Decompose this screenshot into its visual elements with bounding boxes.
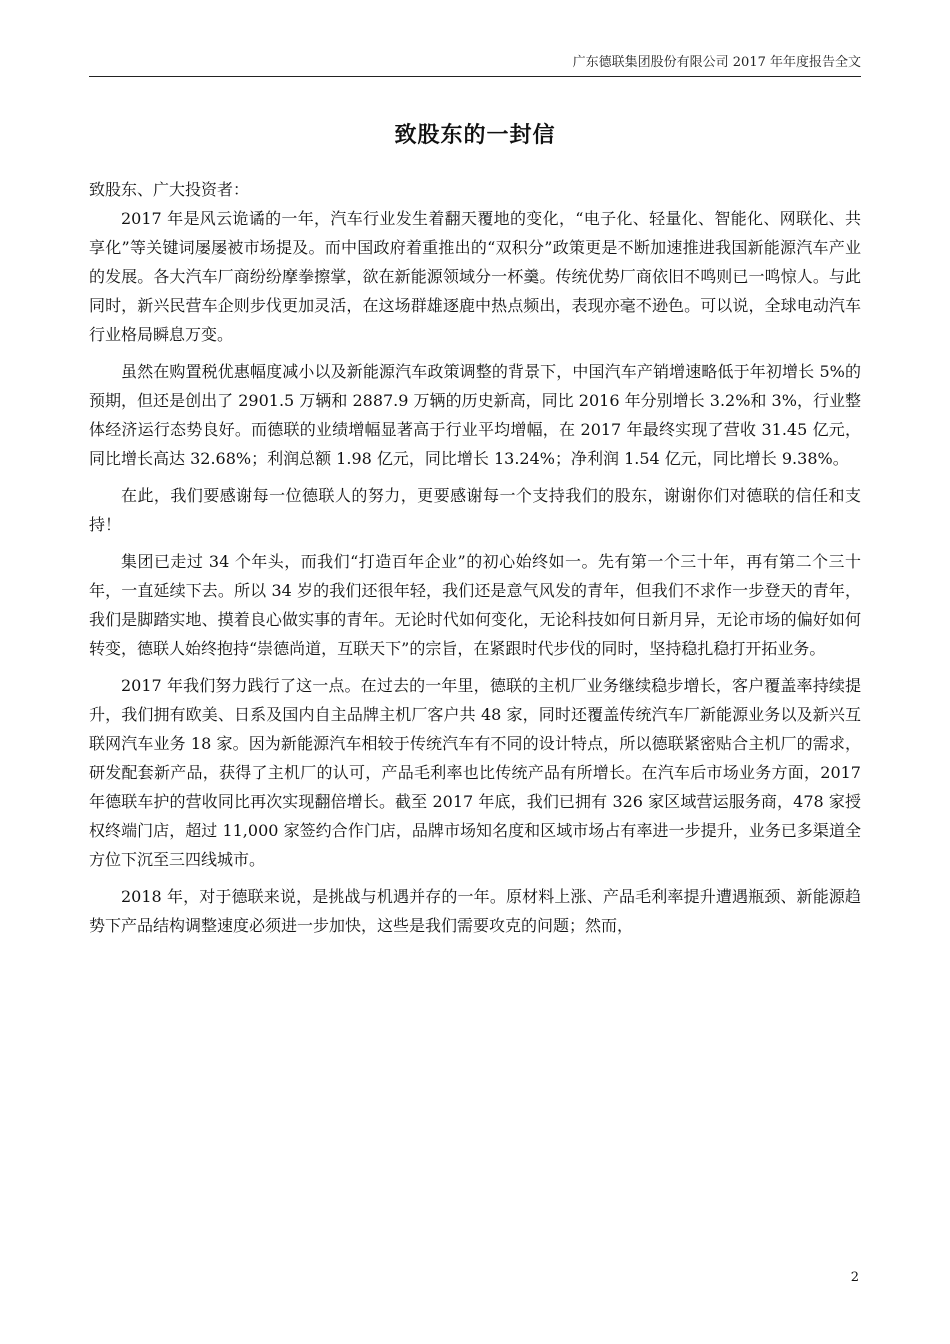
letter-title: 致股东的一封信 <box>394 122 556 148</box>
letter-body <box>89 175 861 948</box>
paragraph-3: 在此，我们要感谢每一位德联人的努力，更要感谢每一个支持我们的股东，谢谢你们对德联的信任和支持！ <box>89 486 861 534</box>
page-header <box>89 50 861 77</box>
paragraph-1: 2017 年是风云诡谲的一年，汽车行业发生着翻天覆地的变化，“电子化、轻量化、智能化、网联化、共享化”等关键词屡屡被市场提及。而中国政府着重推出的“双积分”政策更是不断加速推进我国新能源汽车产业的发展。各大汽车厂商纷纷摩拳擦掌，欲在新能源领域分一杯羹。传统优势厂商依旧不鸣则已一鸣惊人。与此同时，新兴民营车企则步伐更加灵活，在这场群雄逐鹿中热点频出，表现亦毫不逊色。可以说，全球电动汽车行业格局瞬息万变。 <box>89 209 861 344</box>
paragraph-2: 虽然在购置税优惠幅度减小以及新能源汽车政策调整的背景下，中国汽车产销增速略低于年初增长 5%的预期，但还是创出了 2901.5 万辆和 2887.9 万辆的历史新高，同比 2016 年分别增长 3.2%和 3%，行业整体经济运行态势良好。而德联的业绩增幅显著高于行业平均增幅，在 2017 年最终实现了营收 31.45 亿元，同比增长高达 32.68%；利润总额 1.98 亿元，同比增长 13.24%；净利润 1.54 亿元，同比增长 9.38%。 <box>89 362 861 468</box>
page-number: 2 <box>850 1270 859 1285</box>
paragraph-4: 集团已走过 34 个年头，而我们“打造百年企业”的初心始终如一。先有第一个三十年，再有第二个三十年，一直延续下去。所以 34 岁的我们还很年轻，我们还是意气风发的青年，但我们不求作一步登天的青年，我们是脚踏实地、摸着良心做实事的青年。无论时代如何变化，无论科技如何日新月异，无论市场的偏好如何转变，德联人始终抱持“崇德尚道，互联天下”的宗旨，在紧跟时代步伐的同时，坚持稳扎稳打开拓业务。 <box>89 552 861 658</box>
paragraph-6: 2018 年，对于德联来说，是挑战与机遇并存的一年。原材料上涨、产品毛利率提升遭遇瓶颈、新能源趋势下产品结构调整速度必须进一步加快，这些是我们需要攻克的问题；然而， <box>89 887 861 935</box>
salutation: 致股东、广大投资者： <box>89 180 250 199</box>
paragraph-5: 2017 年我们努力践行了这一点。在过去的一年里，德联的主机厂业务继续稳步增长，客户覆盖率持续提升，我们拥有欧美、日系及国内自主品牌主机厂客户共 48 家，同时还覆盖传统汽车厂新能源业务以及新兴互联网汽车业务 18 家。因为新能源汽车相较于传统汽车有不同的设计特点，所以德联紧密贴合主机厂的需求，研发配套新产品，获得了主机厂的认可，产品毛利率也比传统产品有所增长。在汽车后市场业务方面，2017 年德联车护的营收同比再次实现翻倍增长。截至 2017 年底，我们已拥有 326 家区域营运服务商，478 家授权终端门店，超过 11,000 家签约合作门店，品牌市场知名度和区域市场占有率进一步提升，业务已多渠道全方位下沉至三四线城市。 <box>89 676 861 869</box>
header-text: 广东德联集团股份有限公司 2017 年年度报告全文 <box>572 55 861 70</box>
